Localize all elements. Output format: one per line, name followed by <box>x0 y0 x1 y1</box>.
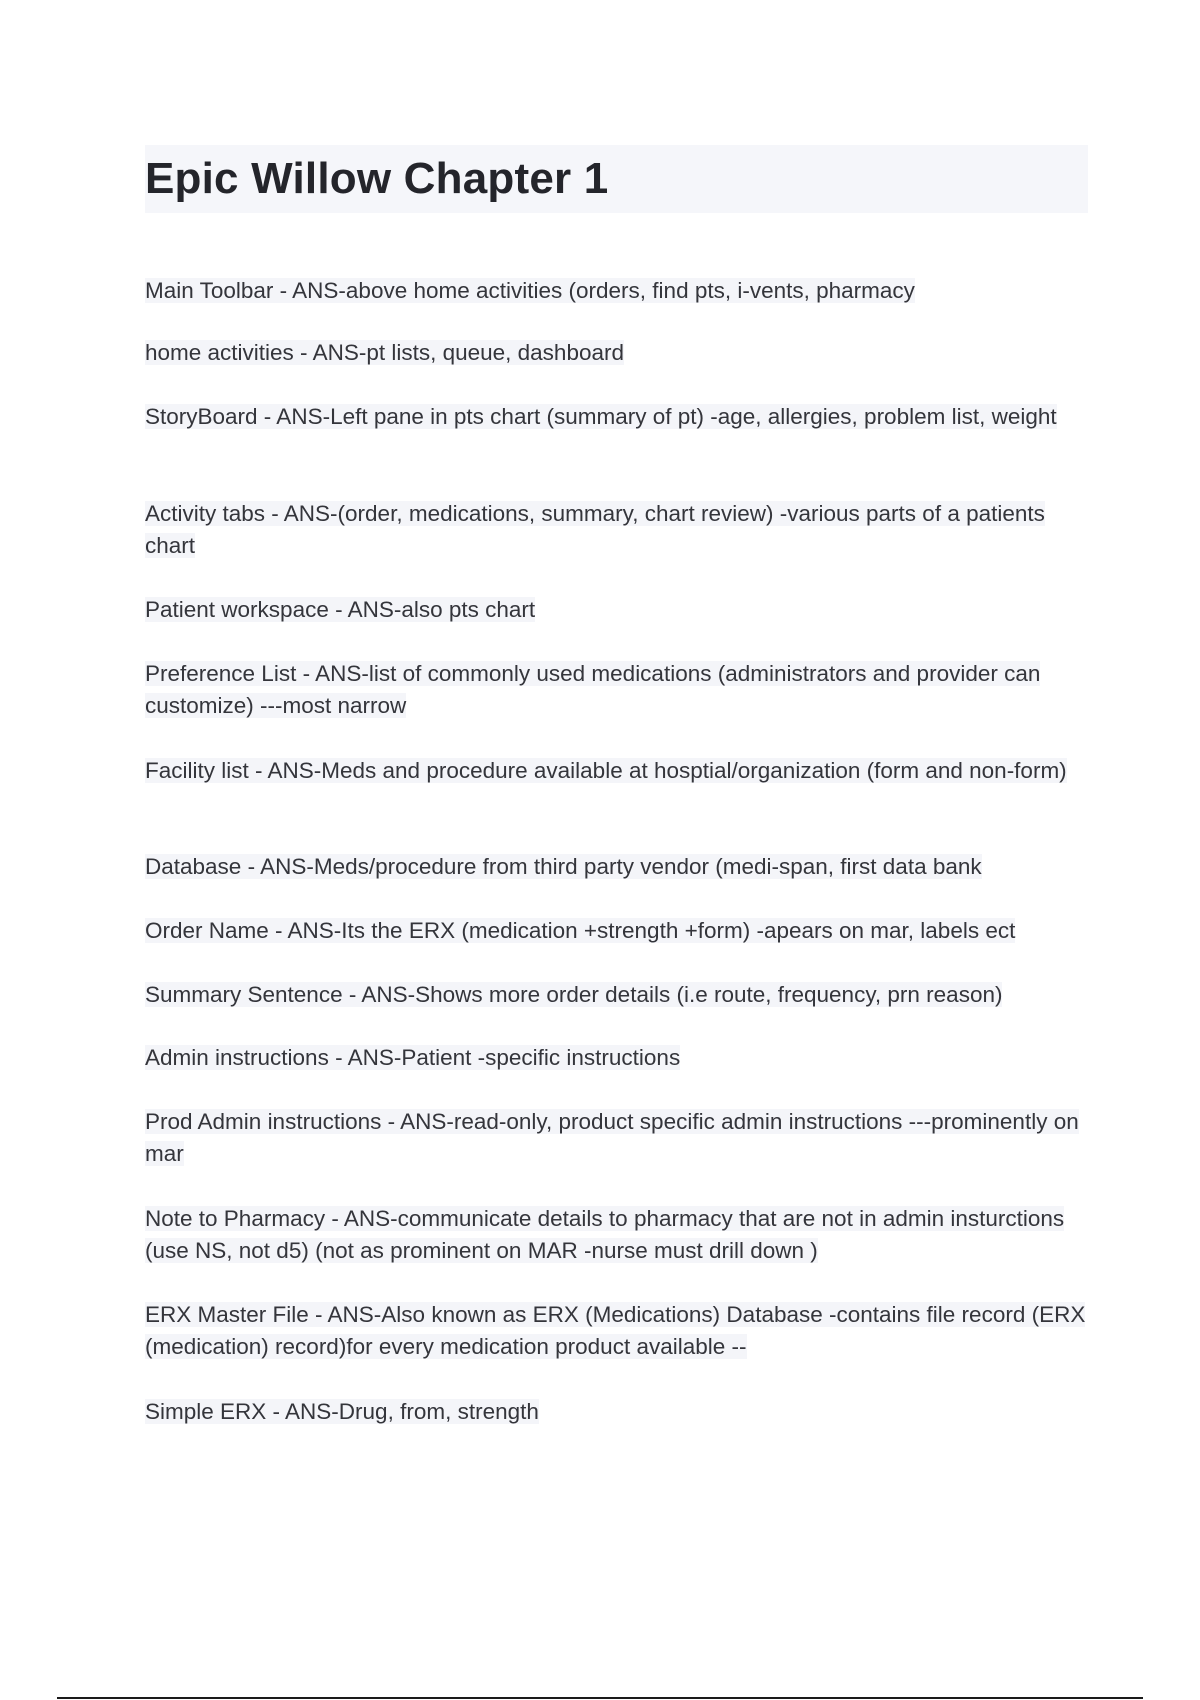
entry-patient-workspace <box>145 594 1090 626</box>
entry-text: Summary Sentence - ANS-Shows more order details (i.e route, frequency, prn reason) <box>145 982 1003 1007</box>
entry-note-to-pharmacy <box>145 1203 1090 1267</box>
entry-text: home activities - ANS-pt lists, queue, dashboard <box>145 340 624 365</box>
entry-storyboard <box>145 401 1090 433</box>
entry-admin-instructions <box>145 1042 1090 1074</box>
entry-text: ERX Master File - ANS-Also known as ERX (Medications) Database -contains file record (ERX (medication) record)for every medication product available -- <box>145 1302 1086 1359</box>
entry-text: Prod Admin instructions - ANS-read-only, product specific admin instructions ---prominently on mar <box>145 1109 1079 1166</box>
entry-text: Patient workspace - ANS-also pts chart <box>145 597 536 622</box>
entry-erx-master-file <box>145 1299 1090 1363</box>
page-title: Epic Willow Chapter 1 <box>145 154 609 203</box>
entry-home-activities <box>145 337 1090 369</box>
entry-text: Preference List - ANS-list of commonly used medications (administrators and provider can customize) ---most narrow <box>145 661 1041 718</box>
entry-text: StoryBoard - ANS-Left pane in pts chart (summary of pt) -age, allergies, problem list, weight <box>145 404 1057 429</box>
entry-text: Order Name - ANS-Its the ERX (medication +strength +form) -apears on mar, labels ect <box>145 918 1016 943</box>
entry-main-toolbar <box>145 275 1090 307</box>
entry-summary-sentence <box>145 979 1090 1011</box>
entry-activity-tabs <box>145 498 1090 562</box>
entry-text: Note to Pharmacy - ANS-communicate details to pharmacy that are not in admin insturctions (use NS, not d5) (not as prominent on MAR -nurse must drill down ) <box>145 1206 1065 1263</box>
entry-text: Facility list - ANS-Meds and procedure available at hosptial/organization (form and non-form) <box>145 758 1067 783</box>
entry-text: Activity tabs - ANS-(order, medications, summary, chart review) -various parts of a patients chart <box>145 501 1045 558</box>
entry-facility-list <box>145 755 1090 787</box>
footer-divider <box>57 1697 1143 1699</box>
entry-preference-list <box>145 658 1090 722</box>
entry-text: Simple ERX - ANS-Drug, from, strength <box>145 1399 539 1424</box>
entry-text: Admin instructions - ANS-Patient -specific instructions <box>145 1045 681 1070</box>
entry-text: Main Toolbar - ANS-above home activities (orders, find pts, i-vents, pharmacy <box>145 278 915 303</box>
entry-prod-admin-instructions <box>145 1106 1090 1170</box>
entry-text: Database - ANS-Meds/procedure from third party vendor (medi-span, first data bank <box>145 854 982 879</box>
entry-database <box>145 851 1090 883</box>
entry-order-name <box>145 915 1090 947</box>
entry-simple-erx <box>145 1396 1090 1428</box>
title-block <box>145 145 1088 213</box>
